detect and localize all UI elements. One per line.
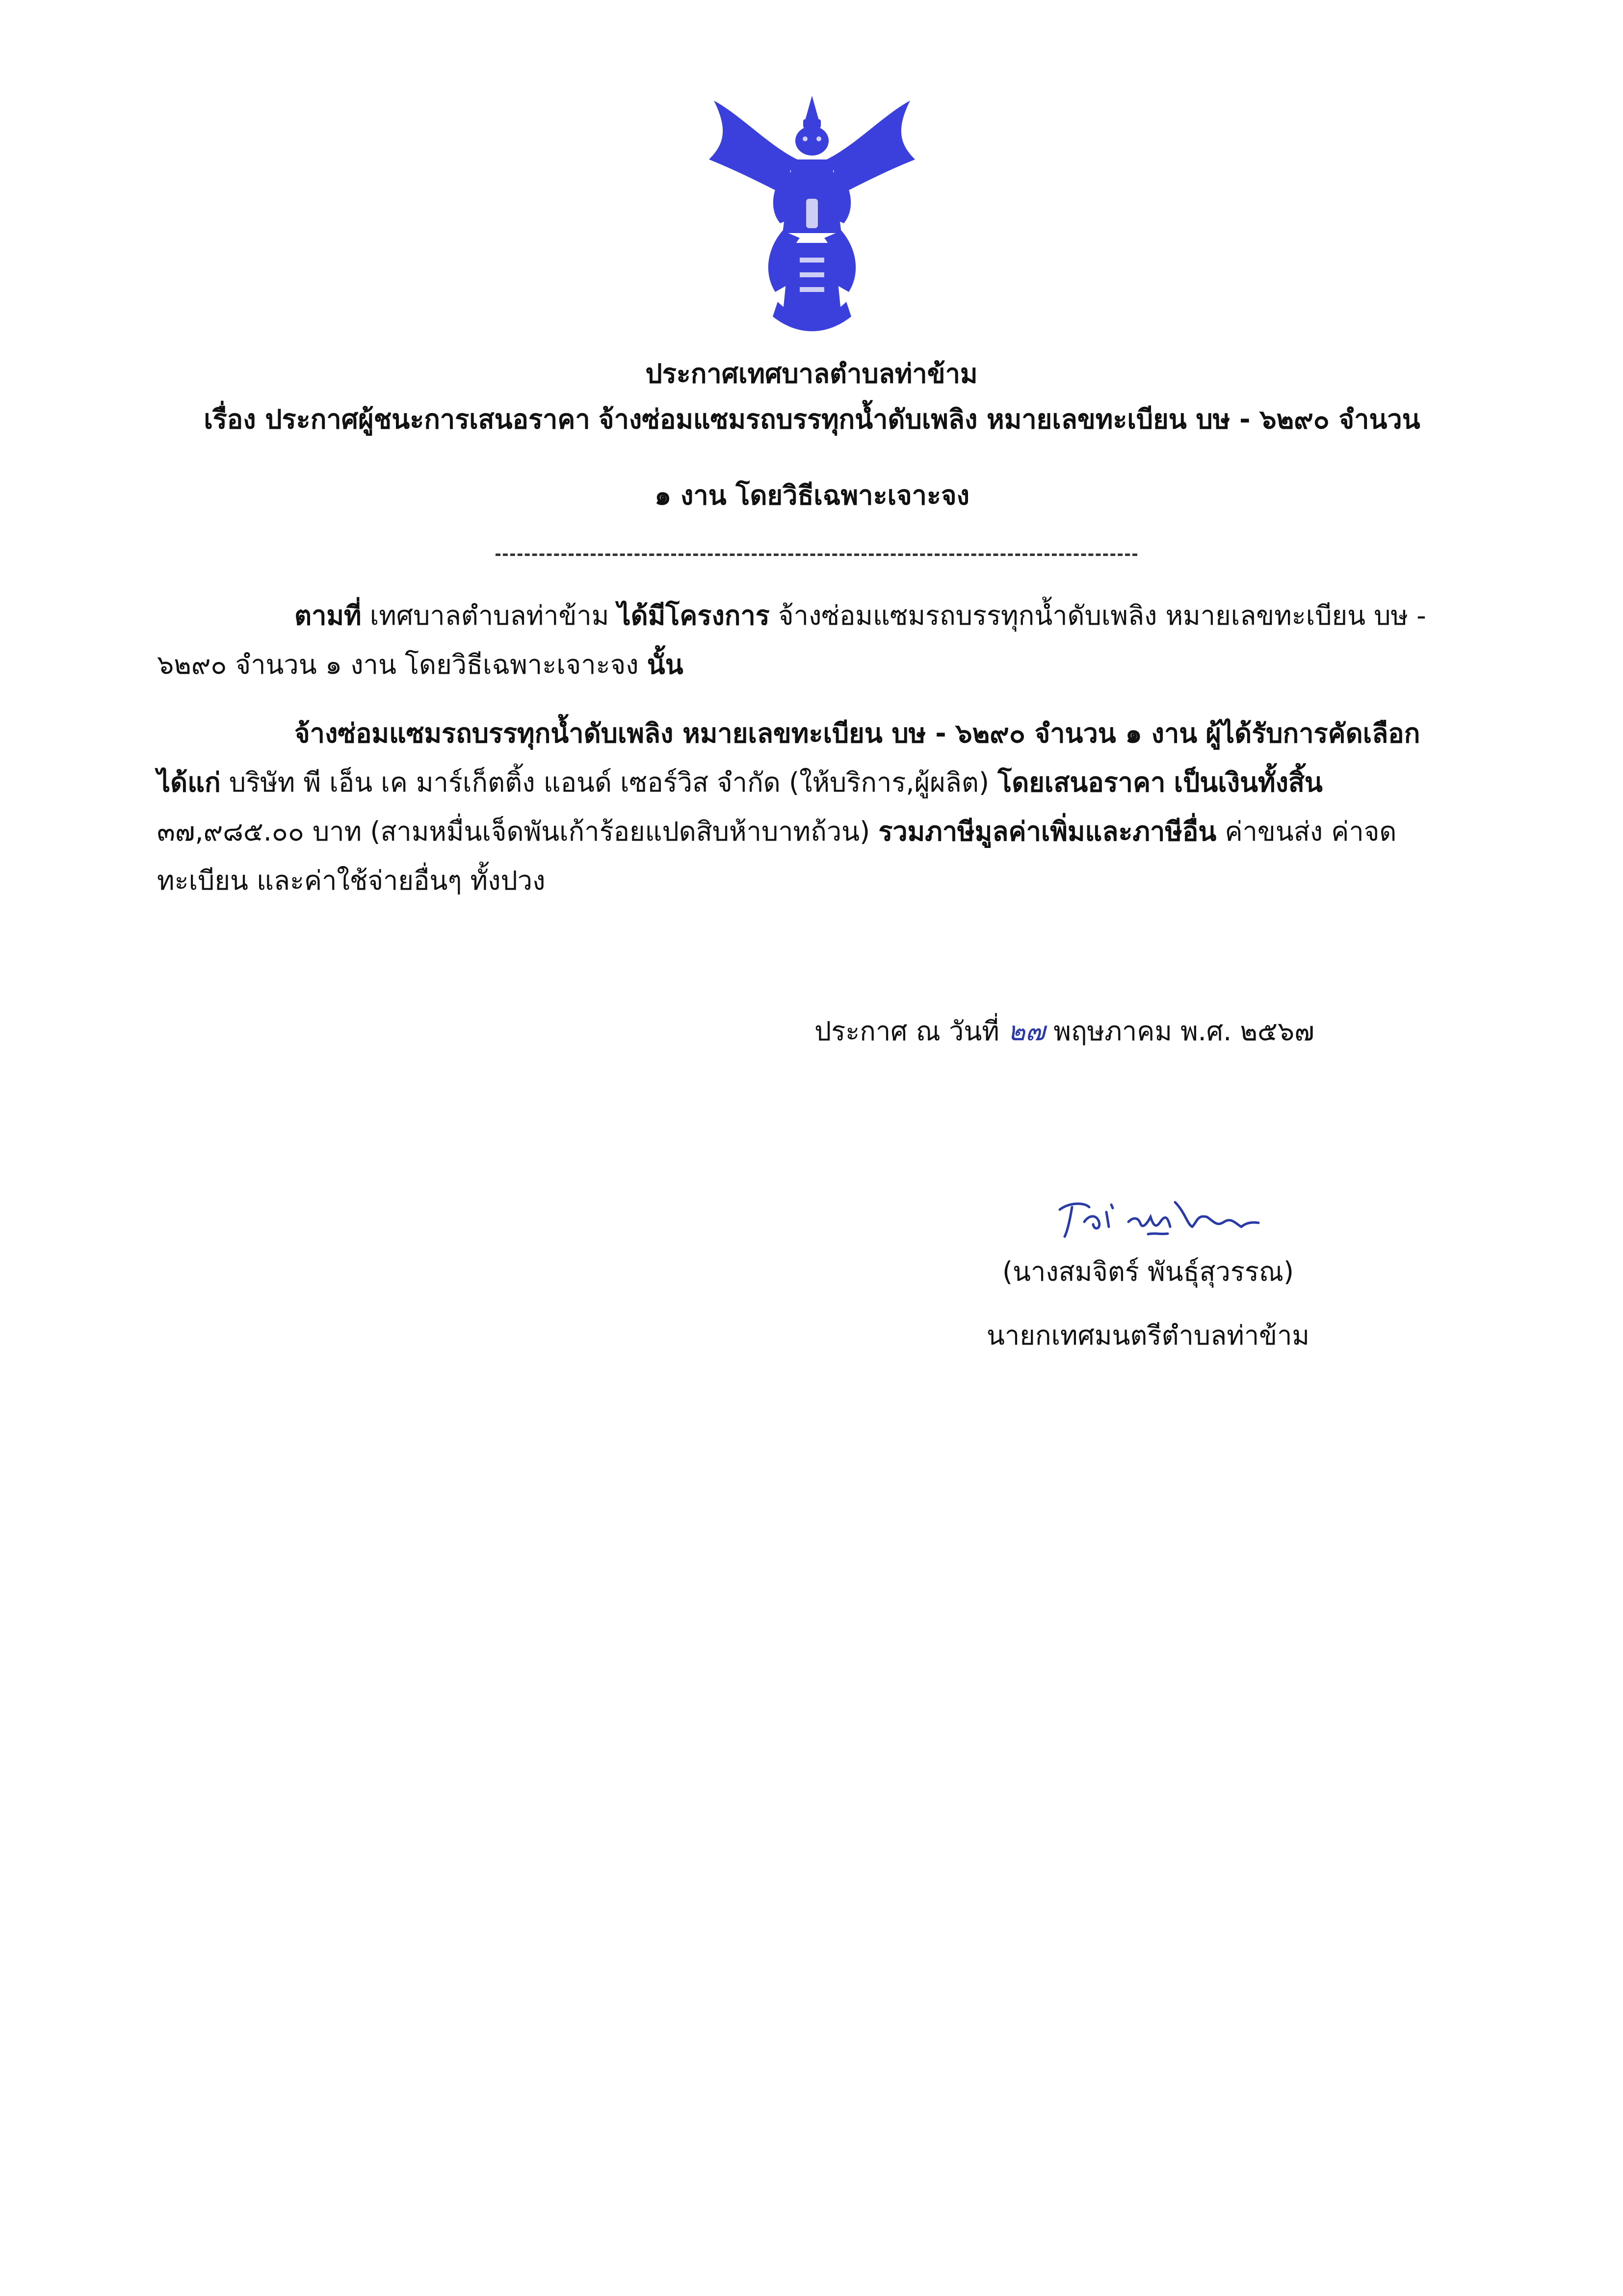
date-month-year: พฤษภาคม พ.ศ. ๒๕๖๗ [1053, 1016, 1314, 1047]
p2-project: จ้างซ่อมแซมรถบรรทุกน้ำดับเพลิง หมายเลขทะเบียน บษ - ๖๒๙๐ จำนวน ๑ งาน [294, 718, 1198, 749]
p1-end: นั้น [647, 649, 683, 680]
subject-label: เรื่อง ประกาศผู้ชนะการเสนอราคา [204, 404, 590, 435]
date-day: ๒๗ [1008, 1016, 1046, 1047]
divider [496, 554, 1137, 556]
p2-tax-note: รวมภาษีมูลค่าเพิ่มและภาษีอื่น [878, 816, 1217, 847]
p2-amount: ๓๗,๙๘๕.๐๐ บาท (สามหมื่นเจ็ดพันเก้าร้อยแปดสิบห้าบาทถ้วน) [157, 816, 870, 847]
garuda-emblem-icon [694, 86, 930, 341]
subject-line-2: ๑ งาน โดยวิธีเฉพาะเจาะจง [654, 480, 970, 511]
date-prefix: ประกาศ ณ วันที่ [814, 1016, 999, 1047]
p2-other-costs: ค่าขนส่ง ค่าจดทะเบียน และค่าใช้จ่ายอื่นๆ ทั้งปวง [157, 816, 1397, 896]
p1-municipality: เทศบาลตำบลท่าข้าม [369, 600, 609, 631]
subject-continued [162, 471, 1462, 520]
handwritten-signature-icon [1050, 1188, 1266, 1246]
p2-bid-label: โดยเสนอราคา [997, 767, 1166, 798]
p1-project-label: ได้มีโครงการ [617, 600, 770, 631]
p1-project: จ้างซ่อมแซมรถบรรทุกน้ำดับเพลิง หมายเลขทะเบียน บษ - ๖๒๙๐ จำนวน ๑ งาน โดยวิธีเฉพาะเจาะจง [157, 600, 1426, 680]
paragraph-1 [157, 591, 1465, 689]
subject [162, 395, 1462, 444]
announcement-title: ประกาศเทศบาลตำบลท่าข้าม [645, 358, 978, 389]
p2-company: บริษัท พี เอ็น เค มาร์เก็ตติ้ง แอนด์ เซอร์วิส จำกัด (ให้บริการ,ผู้ผลิต) [229, 767, 990, 798]
announcement-date [814, 1007, 1314, 1056]
subject-line-1: จ้างซ่อมแซมรถบรรทุกน้ำดับเพลิง หมายเลขทะเบียน บษ - ๖๒๙๐ จำนวน [598, 404, 1420, 435]
p1-lead: ตามที่ [294, 600, 362, 631]
signer-name: (นางสมจิตร์ พันธุ์สุวรรณ) [1002, 1256, 1294, 1287]
p2-total-label: เป็นเงินทั้งสิ้น [1174, 767, 1323, 798]
signer-position: นายกเทศมนตรีตำบลท่าข้าม [987, 1320, 1309, 1351]
paragraph-2 [157, 709, 1465, 905]
p2-selected-label: ผู้ได้รับการคัดเลือก ได้แก่ [157, 718, 1420, 798]
